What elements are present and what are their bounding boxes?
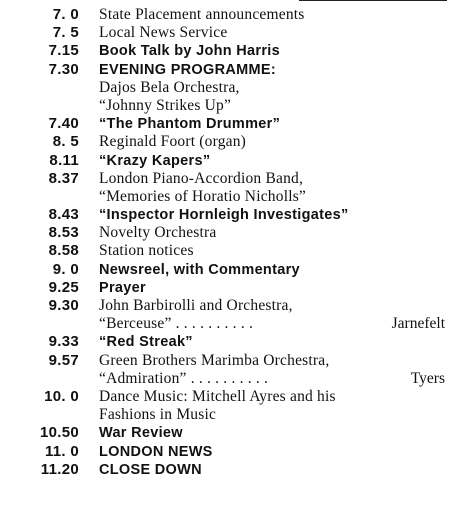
listing-time: 7.15 (48, 42, 79, 60)
listing-programme: “Red Streak” (99, 334, 193, 351)
listing-programme: John Barbirolli and Orchestra, (99, 297, 293, 314)
listing-row (0, 370, 453, 388)
listing-programme: “Inspector Hornleigh Investigates” (99, 207, 349, 224)
listing-time: 8.53 (48, 224, 79, 242)
listing-programme: Dance Music: Mitchell Ayres and his (99, 387, 336, 405)
listing-time: 11.20 (40, 460, 79, 478)
listing-row (0, 279, 453, 297)
programme-listing (0, 6, 453, 479)
listing-row (0, 42, 453, 60)
listing-programme: Green Brothers Marimba Orchestra, (99, 351, 330, 369)
listing-programme: “Berceuse” . . . . . . . . . . (99, 315, 254, 333)
listing-row (0, 315, 453, 333)
listing-programme: “Admiration” . . . . . . . . . . (99, 369, 269, 387)
listing-time: 7. 5 (52, 24, 79, 42)
listing-programme: Newsreel, with Commentary (99, 261, 300, 278)
listing-programme: “Memories of Horatio Nicholls” (99, 187, 307, 205)
listing-row (0, 6, 453, 24)
listing-row (0, 297, 453, 315)
listing-row (0, 261, 453, 279)
listing-programme: State Placement announcements (99, 6, 305, 23)
listing-time: 7. 0 (52, 6, 79, 23)
listing-programme: “Krazy Kapers” (99, 152, 211, 169)
listing-row (0, 388, 453, 406)
listing-time: 8.37 (48, 169, 79, 187)
listing-time: 10. 0 (44, 387, 79, 405)
listing-time: 9.33 (48, 333, 79, 351)
listing-programme: LONDON NEWS (99, 443, 213, 460)
listing-row (0, 206, 453, 224)
listing-programme: Reginald Foort (organ) (99, 133, 247, 151)
listing-programme: Fashions in Music (99, 406, 217, 424)
listing-time: 8. 5 (52, 133, 79, 151)
listing-row (0, 461, 453, 479)
listing-row (0, 188, 453, 206)
listing-time: 9.25 (48, 278, 79, 296)
listing-programme: Book Talk by John Harris (99, 43, 280, 60)
listing-programme: Local News Service (99, 24, 228, 42)
listing-time: 9. 0 (52, 260, 79, 278)
listing-programme: War Review (99, 425, 183, 442)
listing-programme: London Piano-Accordion Band, (99, 169, 304, 187)
listing-time: 8.58 (48, 242, 79, 260)
listing-row (0, 242, 453, 260)
listing-time: 8.11 (49, 151, 79, 169)
listing-row (0, 61, 453, 79)
listing-time: 9.30 (48, 297, 79, 314)
top-rule (299, 0, 447, 1)
listing-row (0, 352, 453, 370)
listing-programme: Station notices (99, 242, 194, 260)
listing-programme: “The Phantom Drummer” (99, 116, 281, 133)
listing-time: 11. 0 (44, 442, 79, 460)
listing-programme: Novelty Orchestra (99, 224, 217, 242)
listing-row (0, 406, 453, 424)
listing-row (0, 24, 453, 42)
listing-time: 8.43 (48, 206, 79, 224)
listing-programme: CLOSE DOWN (99, 461, 202, 478)
listing-programme: Prayer (99, 279, 146, 296)
listing-row (0, 443, 453, 461)
listing-programme: EVENING PROGRAMME: (99, 61, 276, 78)
listing-programme: “Johnny Strikes Up” (99, 96, 232, 114)
listing-row (0, 79, 453, 97)
listing-time: 7.40 (48, 115, 79, 133)
listing-row (0, 333, 453, 351)
listing-row (0, 115, 453, 133)
listing-time: 7.30 (48, 60, 79, 78)
listing-time: 10.50 (39, 424, 79, 442)
listing-row (0, 133, 453, 151)
listing-row (0, 424, 453, 442)
listing-row (0, 97, 453, 115)
listing-composer: Tyers (410, 369, 445, 387)
listing-time: 9.57 (48, 351, 79, 369)
listing-programme: Dajos Bela Orchestra, (99, 78, 240, 96)
listing-row (0, 224, 453, 242)
listing-row (0, 170, 453, 188)
listing-row (0, 152, 453, 170)
listing-composer: Jarnefelt (391, 315, 445, 333)
